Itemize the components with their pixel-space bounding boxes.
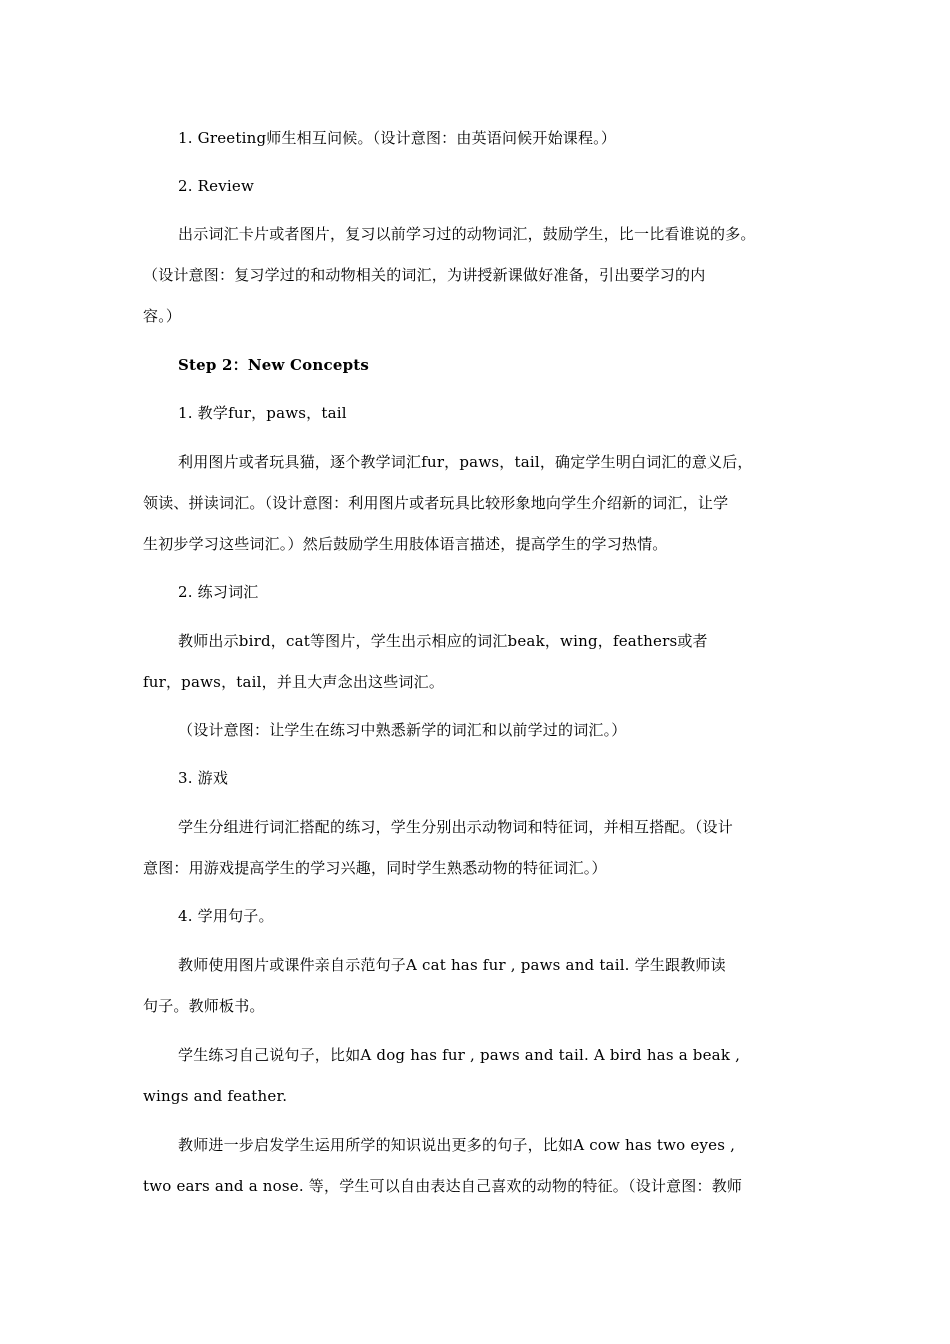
step2-item-sentences: 4. 学用句子。 [178, 907, 274, 925]
practice-sentences-line-2: wings and feather. [143, 1087, 288, 1105]
step2-item-teach-words: 1. 教学fur，paws，tail [178, 404, 347, 422]
step1-item-review: 2. Review [178, 177, 255, 195]
game-paragraph-line-2: 意图：用游戏提高学生的学习兴趣，同时学生熟悉动物的特征词汇。） [143, 859, 607, 877]
extend-sentences-line-1: 教师进一步启发学生运用所学的知识说出更多的句子，比如A cow has two eyes , [178, 1136, 736, 1154]
step2-heading: Step 2：New Concepts [178, 356, 370, 374]
review-paragraph-line-1: 出示词汇卡片或者图片，复习以前学习过的动物词汇，鼓励学生，比一比看谁说的多。 [178, 225, 756, 243]
extend-sentences-line-2: two ears and a nose. 等，学生可以自由表达自己喜欢的动物的特征。（设计意图：教师 [143, 1177, 743, 1195]
sentences-paragraph-line-1: 教师使用图片或课件亲自示范句子A cat has fur , paws and tail. 学生跟教师读 [178, 956, 726, 974]
review-paragraph-line-3: 容。） [143, 307, 182, 325]
practice-paragraph-line-1: 教师出示bird，cat等图片，学生出示相应的词汇beak，wing，feathers或者 [178, 632, 708, 650]
game-paragraph-line-1: 学生分组进行词汇搭配的练习，学生分别出示动物词和特征词，并相互搭配。（设计 [178, 818, 733, 836]
practice-paragraph-line-2: fur，paws，tail，并且大声念出这些词汇。 [143, 673, 445, 691]
step2-item-game: 3. 游戏 [178, 769, 229, 787]
step2-item-practice-words: 2. 练习词汇 [178, 583, 259, 601]
step1-item-greeting: 1. Greeting师生相互问候。（设计意图：由英语问候开始课程。） [178, 129, 617, 147]
review-paragraph-line-2: （设计意图：复习学过的和动物相关的词汇，为讲授新课做好准备，引出要学习的内 [143, 266, 706, 284]
teach-paragraph-line-3: 生初步学习这些词汇。）然后鼓励学生用肢体语言描述，提高学生的学习热情。 [143, 535, 668, 553]
sentences-paragraph-line-2: 句子。教师板书。 [143, 997, 265, 1015]
teach-paragraph-line-1: 利用图片或者玩具猫，逐个教学词汇fur，paws，tail，确定学生明白词汇的意义后， [178, 453, 753, 471]
teach-paragraph-line-2: 领读、拼读词汇。（设计意图：利用图片或者玩具比较形象地向学生介绍新的词汇，让学 [143, 494, 729, 512]
practice-sentences-line-1: 学生练习自己说句子，比如A dog has fur , paws and tail. A bird has a beak , [178, 1046, 741, 1064]
practice-design-intent: （设计意图：让学生在练习中熟悉新学的词汇和以前学过的词汇。） [178, 721, 627, 739]
